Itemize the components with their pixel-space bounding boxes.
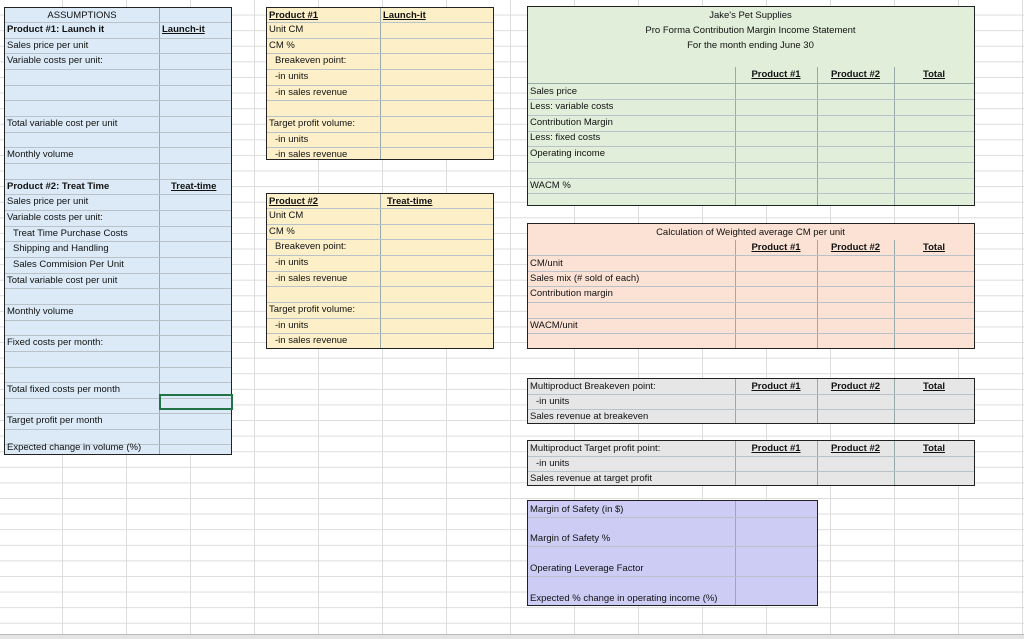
assumptions-title: ASSUMPTIONS — [47, 10, 117, 21]
p2-unit-cm: Unit CM — [269, 210, 304, 221]
monthly-volume2-label: Monthly volume — [7, 306, 74, 317]
product2-tag: Treat-time — [171, 181, 217, 192]
p1-target: Target profit volume: — [269, 118, 356, 129]
expected-change-income: Expected % change in operating income (%) — [530, 593, 718, 604]
less-fixed-row: Less: fixed costs — [530, 132, 601, 143]
mp-breakeven-col-product1: Product #1 — [751, 381, 801, 392]
wacm-title: Calculation of Weighted average CM per unit — [656, 227, 845, 238]
mp-breakeven-revenue: Sales revenue at breakeven — [530, 411, 649, 422]
mp-target-col-total: Total — [923, 443, 945, 454]
p2-cm-pct: CM % — [269, 226, 295, 237]
p2-target-revenue: -in sales revenue — [275, 335, 348, 346]
p1-box-tag: Launch-it — [383, 10, 426, 21]
multiproduct-breakeven-block — [527, 378, 975, 424]
fixed-costs-label: Fixed costs per month: — [7, 337, 104, 348]
mp-target-revenue: Sales revenue at target profit — [530, 473, 652, 484]
commission-label: Sales Commision Per Unit — [13, 259, 124, 270]
sales-price-row: Sales price — [530, 86, 577, 97]
p2-in-revenue: -in sales revenue — [275, 273, 348, 284]
p1-target-revenue: -in sales revenue — [275, 149, 348, 160]
mp-breakeven-units: -in units — [536, 396, 570, 407]
mp-target-col-product1: Product #1 — [751, 443, 801, 454]
total-variable-cost2-label: Total variable cost per unit — [7, 275, 118, 286]
p2-box-header: Product #2 — [269, 196, 319, 207]
wacm-col-product1: Product #1 — [751, 242, 801, 253]
p1-target-units: -in units — [275, 134, 309, 145]
sales-price2-label: Sales price per unit — [7, 196, 89, 207]
assumptions-block — [4, 7, 232, 455]
less-variable-row: Less: variable costs — [530, 101, 614, 112]
p1-box-header: Product #1 — [269, 10, 319, 21]
mp-breakeven-col-total: Total — [923, 381, 945, 392]
selected-cell[interactable] — [159, 394, 233, 410]
p2-box-tag: Treat-time — [387, 196, 433, 207]
wacm-col-product2: Product #2 — [830, 242, 881, 253]
monthly-volume-label: Monthly volume — [7, 149, 74, 160]
income-col-total: Total — [923, 69, 945, 80]
income-col-product2: Product #2 — [830, 69, 881, 80]
total-variable-cost-label: Total variable cost per unit — [7, 118, 118, 129]
income-statement — [527, 6, 975, 206]
statement-period: For the month ending June 30 — [687, 40, 814, 51]
p1-in-revenue: -in sales revenue — [275, 87, 348, 98]
safety-block — [527, 500, 818, 606]
product1-tag: Launch-it — [162, 24, 205, 35]
shipping-label: Shipping and Handling — [13, 243, 109, 254]
wacm-col-total: Total — [923, 242, 945, 253]
p1-unit-cm: Unit CM — [269, 24, 304, 35]
target-profit-label: Target profit per month — [7, 415, 103, 426]
company-name: Jake's Pet Supplies — [709, 10, 792, 21]
margin-of-safety-pct: Margin of Safety % — [530, 533, 611, 544]
variable-costs2-label: Variable costs per unit: — [7, 212, 103, 223]
sales-price-label: Sales price per unit — [7, 40, 89, 51]
p2-in-units: -in units — [275, 257, 309, 268]
income-col-product1: Product #1 — [751, 69, 801, 80]
product2-header: Product #2: Treat Time — [7, 181, 110, 192]
mp-breakeven-col-product2: Product #2 — [830, 381, 881, 392]
cm-unit-row: CM/unit — [530, 258, 563, 269]
p1-in-units: -in units — [275, 71, 309, 82]
p2-breakeven: Breakeven point: — [275, 241, 347, 252]
mp-target-title: Multiproduct Target profit point: — [530, 443, 661, 454]
multiproduct-target-block — [527, 440, 975, 486]
variable-costs-label: Variable costs per unit: — [7, 55, 103, 66]
wacm-pct-row: WACM % — [530, 180, 571, 191]
total-fixed-label: Total fixed costs per month — [7, 384, 120, 395]
wacm-block — [527, 223, 975, 349]
p2-target-units: -in units — [275, 320, 309, 331]
wacm-contribution-row: Contribution margin — [530, 288, 613, 299]
sales-mix-row: Sales mix (# sold of each) — [530, 273, 640, 284]
margin-of-safety-dollar: Margin of Safety (in $) — [530, 504, 624, 515]
contribution-margin-row: Contribution Margin — [530, 117, 613, 128]
expected-change-label: Expected change in volume (%) — [7, 442, 142, 453]
sheet-bottom-edge — [0, 634, 1024, 639]
statement-title: Pro Forma Contribution Margin Income Statement — [645, 25, 856, 36]
p1-breakeven: Breakeven point: — [275, 55, 347, 66]
treat-purchase-label: Treat Time Purchase Costs — [13, 228, 128, 239]
wacm-unit-row: WACM/unit — [530, 320, 578, 331]
mp-target-col-product2: Product #2 — [830, 443, 881, 454]
product2-box — [266, 193, 494, 349]
p1-cm-pct: CM % — [269, 40, 295, 51]
product1-header: Product #1: Launch it — [7, 24, 105, 35]
mp-breakeven-title: Multiproduct Breakeven point: — [530, 381, 656, 392]
p2-target: Target profit volume: — [269, 304, 356, 315]
operating-leverage-factor: Operating Leverage Factor — [530, 563, 644, 574]
product1-box — [266, 7, 494, 160]
mp-target-units: -in units — [536, 458, 570, 469]
operating-income-row: Operating income — [530, 148, 605, 159]
